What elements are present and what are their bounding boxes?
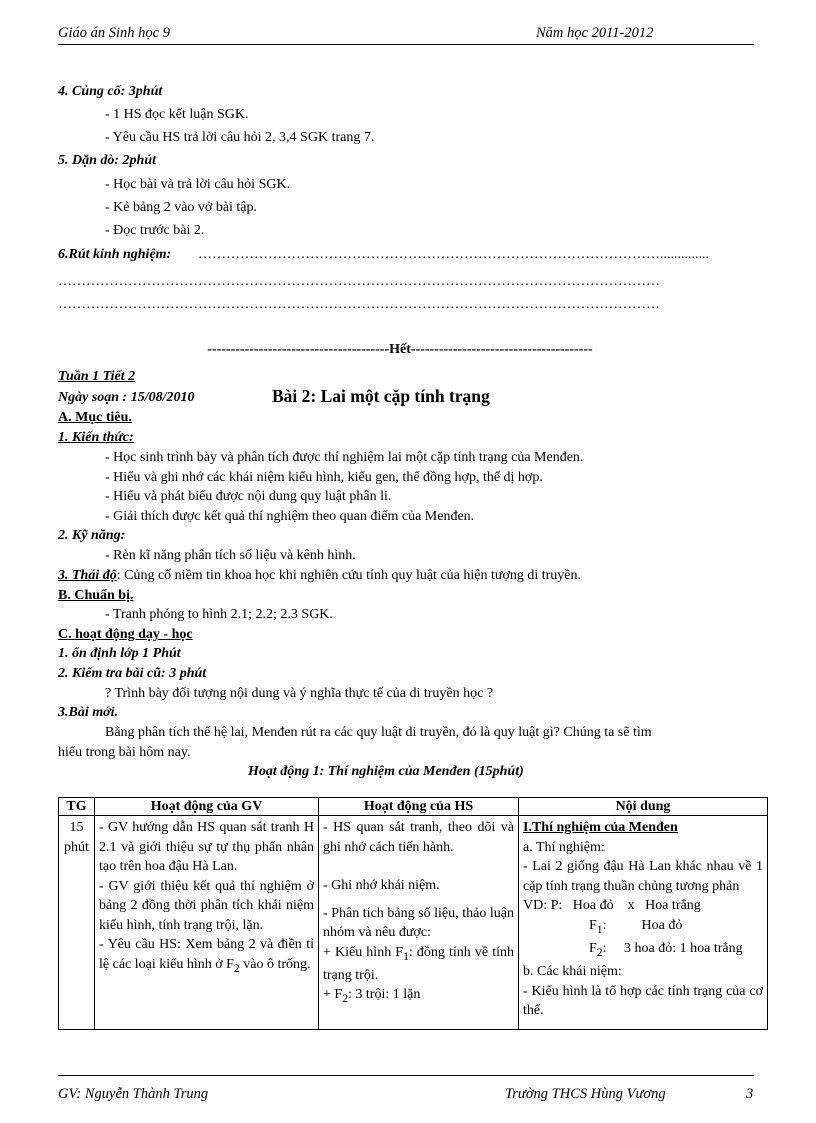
gv-activity: - GV giới thiệu kết quả thí nghiệm ở bảng 2 đồng thời phân tích khái niệm kiểu hình, tính trạng trội, lặn. [99,878,314,933]
knowledge-item: - Hiểu và ghi nhớ các khái niệm kiểu hình, kiểu gen, thể đồng hợp, thể dị hợp. [105,470,543,485]
prep-item: - Tranh phóng to hình 2.1; 2.2; 2.3 SGK. [105,607,333,622]
content-cell [519,816,768,1030]
section5-item: - Kẻ bảng 2 vào vở bài tập. [105,200,258,215]
table-row [59,816,768,1030]
content-text: - Lai 2 giống đậu Hà Lan khác nhau về 1 cặp tính trạng thuần chủng tương phản [523,859,763,894]
dotted-line: ………………………………………………………………………………………………………………… [58,297,660,312]
hs-activity: + $F_2$: 3 trội: 1 lặn [323,987,421,1006]
hs-activity: + Kiểu hình $F_1$: đồng tính về tính trạng trội. [323,944,514,983]
knowledge-heading: 1. Kiến thức: [58,430,134,445]
section6-title: 6.Rút kinh nghiệm: [58,247,172,262]
knowledge-item: - Học sinh trình bày và phân tích được thí nghiệm lai một cặp tính trạng của Menđen. [105,450,584,465]
intro-text: hiểu trong bài hôm nay. [58,745,191,760]
content-f2: $F_2$: 3 hoa đỏ: 1 hoa trắng [589,940,743,959]
footer-teacher: GV: Nguyễn Thành Trung [58,1086,209,1102]
activity-table [58,797,768,1030]
table-header-row [59,798,768,816]
step3-heading: 3.Bài mới. [58,705,119,720]
attitude-line [58,567,581,585]
tg-value: 15 [69,820,84,835]
dotted-line: ……………………………………………………………………………………….............. [198,247,709,262]
table-header-cell: Hoạt động của HS [319,798,519,816]
table-header-cell: Nội dung [519,798,768,816]
objectives-heading: A. Mục tiêu. [58,410,132,425]
header-left: Giáo án Sinh học 9 [58,25,170,41]
table-header-cell: Hoạt động của GV [95,798,319,816]
table-header-cell: TG [59,798,95,816]
knowledge-item: - Hiểu và phát biểu được nội dung quy luật phân li. [105,489,392,504]
content-f1: $F_1$: Hoa đỏ [589,917,683,936]
section5-title: 5. Dặn dò: 2phút [58,153,157,168]
attitude-heading: 3. Thái độ [58,568,117,583]
content-heading: I.Thí nghiệm của Menđen [523,820,678,835]
gv-cell [95,816,319,1030]
step1-heading: 1. ổn định lớp 1 Phút [58,646,181,661]
hs-activity: - HS quan sát tranh, theo dõi và ghi nhớ cách tiến hành. [323,820,514,855]
step2-heading: 2. Kiểm tra bài cũ: 3 phút [58,666,207,681]
gv-activity: - GV hướng dẫn HS quan sát tranh H 2.1 và giới thiệu sự tự thụ phấn nhân tạo trên hoa đậu Hà Lan. [99,820,314,874]
header-right: Năm học 2011-2012 [536,25,654,41]
hs-activity: - Ghi nhớ khái niệm. [323,878,440,893]
section5-item: - Đọc trước bài 2. [105,223,205,238]
knowledge-item: - Giải thích được kết quả thí nghiệm theo quan điểm của Menđen. [105,509,475,524]
section4-title: 4. Củng cố: 3phút [58,84,163,99]
content-subheading: a. Thí nghiệm: [523,839,605,855]
dotted-line: ………………………………………………………………………………………………………………… [58,274,660,289]
skills-item: - Rèn kĩ năng phân tích số liệu và kênh hình. [105,548,356,563]
page-number: 3 [746,1086,754,1102]
gv-activity: - Yêu cầu HS: Xem bảng 2 và điền tỉ lệ các loại kiểu hình ở $F_2$ vào ô trống. [99,937,314,975]
tg-unit: phút [64,839,89,855]
content-subheading: b. Các khái niệm: [523,964,622,980]
skills-heading: 2. Kỹ năng: [58,528,126,543]
hs-activity: - Phân tích bảng số liệu, thảo luận nhóm và nêu được: [323,905,514,940]
lesson-title: Bài 2: Lai một cặp tính trạng [272,386,490,406]
review-question: ? Trình bày đối tượng nội dung và ý nghĩa thực tế của di truyền học ? [105,686,494,701]
footer-rule [58,1075,754,1076]
intro-text: Bằng phân tích thế hệ lai, Menđen rút ra các quy luật di truyền, đó là quy luật gì? Chúng ta sẽ tìm [105,725,652,740]
hs-cell [319,816,519,1030]
activities-heading: C. hoạt động dạy - học [58,627,193,642]
content-example: VD: P: Hoa đỏ x Hoa trắng [523,898,701,913]
prep-heading: B. Chuẩn bị. [58,588,134,603]
activity-title: Hoạt động 1: Thí nghiệm của Menđen (15phút) [248,764,524,779]
prep-date: Ngày soạn : 15/08/2010 [58,390,195,405]
section4-item: - Yêu cầu HS trả lời câu hỏi 2, 3,4 SGK trang 7. [105,130,375,145]
week-lesson: Tuần 1 Tiết 2 [58,369,136,384]
section4-item: - 1 HS đọc kết luận SGK. [105,107,249,122]
header-rule [58,44,754,45]
attitude-text: : Củng cố niềm tin khoa học khi nghiên cứu tính quy luật của hiện tượng di truyền. [116,568,582,583]
footer-school: Trường THCS Hùng Vương [505,1086,666,1102]
content-text: - Kiểu hình là tổ hợp các tính trạng của cơ thể. [523,983,763,1019]
section5-item: - Học bài và trả lời câu hỏi SGK. [105,177,291,192]
tg-cell [59,816,95,1030]
end-marker: ---------------------------------------Hết--------------------------------------- [207,342,593,357]
